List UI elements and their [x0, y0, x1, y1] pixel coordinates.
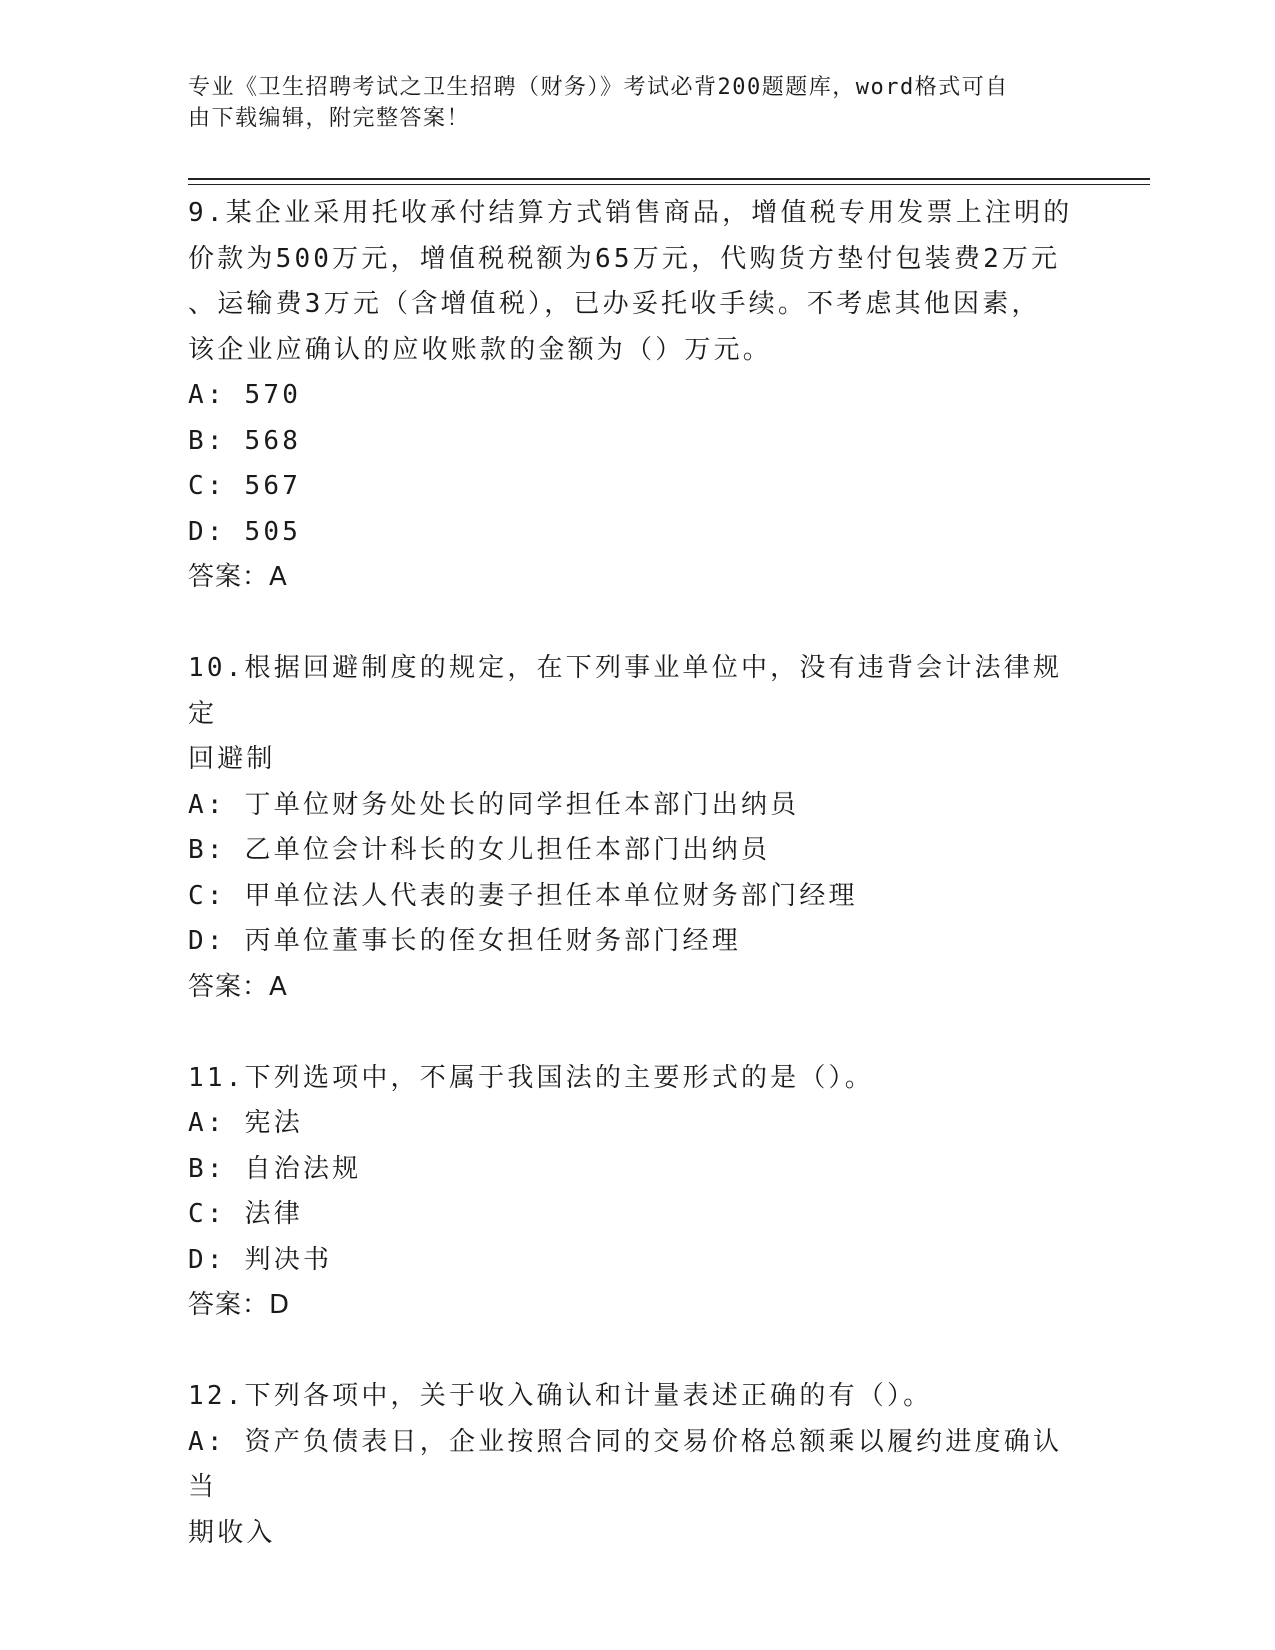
question-spacer — [188, 601, 1088, 647]
question-stem-line: 11.下列选项中，不属于我国法的主要形式的是（）。 — [188, 1062, 874, 1093]
answer-line: 答案：D — [188, 1290, 291, 1320]
question-stem-line: 价款为500万元，增值税税额为65万元，代购货方垫付包装费2万元 — [188, 243, 1061, 274]
option-a: A: 资产负债表日，企业按照合同的交易价格总额乘以履约进度确认当 — [188, 1426, 1063, 1502]
option-a: A: 570 — [188, 380, 302, 410]
option-c: C: 法律 — [188, 1199, 303, 1229]
document-header — [188, 72, 1068, 134]
question-stem-line: 12.下列各项中，关于收入确认和计量表述正确的有（）。 — [188, 1381, 933, 1411]
question-9 — [188, 191, 1088, 601]
option-b: B: 乙单位会计科长的女儿担任本部门出纳员 — [188, 835, 771, 865]
header-line-2: 由下载编辑，附完整答案！ — [188, 106, 471, 131]
option-b: B: 自治法规 — [188, 1153, 362, 1184]
option-b: B: 568 — [188, 425, 302, 456]
question-12 — [188, 1374, 1088, 1556]
question-spacer — [188, 1010, 1088, 1056]
question-list — [188, 191, 1088, 1556]
option-a: A: 丁单位财务处处长的同学担任本部门出纳员 — [188, 789, 800, 820]
header-divider-thick — [188, 178, 1150, 180]
question-stem-line: 、运输费3万元（含增值税），已办妥托收手续。不考虑其他因素， — [188, 289, 1041, 319]
option-d: D: 判决书 — [188, 1244, 333, 1275]
answer-line: 答案：A — [188, 562, 288, 592]
option-d: D: 505 — [188, 516, 302, 547]
option-c: C: 567 — [188, 471, 302, 501]
option-a: A: 宪法 — [188, 1108, 303, 1138]
question-stem-line: 10.根据回避制度的规定，在下列事业单位中，没有违背会计法律规定 — [188, 653, 1063, 729]
question-10 — [188, 646, 1088, 1010]
option-a-continued: 期收入 — [188, 1517, 276, 1548]
header-line-1: 专业《卫生招聘考试之卫生招聘（财务）》考试必背200题题库，word格式可自 — [188, 75, 1009, 100]
option-d: D: 丙单位董事长的侄女担任财务部门经理 — [188, 926, 741, 956]
option-c: C: 甲单位法人代表的妻子担任本单位财务部门经理 — [188, 880, 858, 911]
question-stem-line: 该企业应确认的应收账款的金额为（）万元。 — [188, 334, 773, 365]
question-spacer — [188, 1329, 1088, 1375]
header-divider-thin — [188, 184, 1150, 185]
answer-line: 答案：A — [188, 971, 288, 1002]
question-stem-line: 9.某企业采用托收承付结算方式销售商品，增值税专用发票上注明的 — [188, 198, 1073, 228]
question-11 — [188, 1056, 1088, 1329]
question-stem-line: 回避制 — [188, 744, 276, 774]
